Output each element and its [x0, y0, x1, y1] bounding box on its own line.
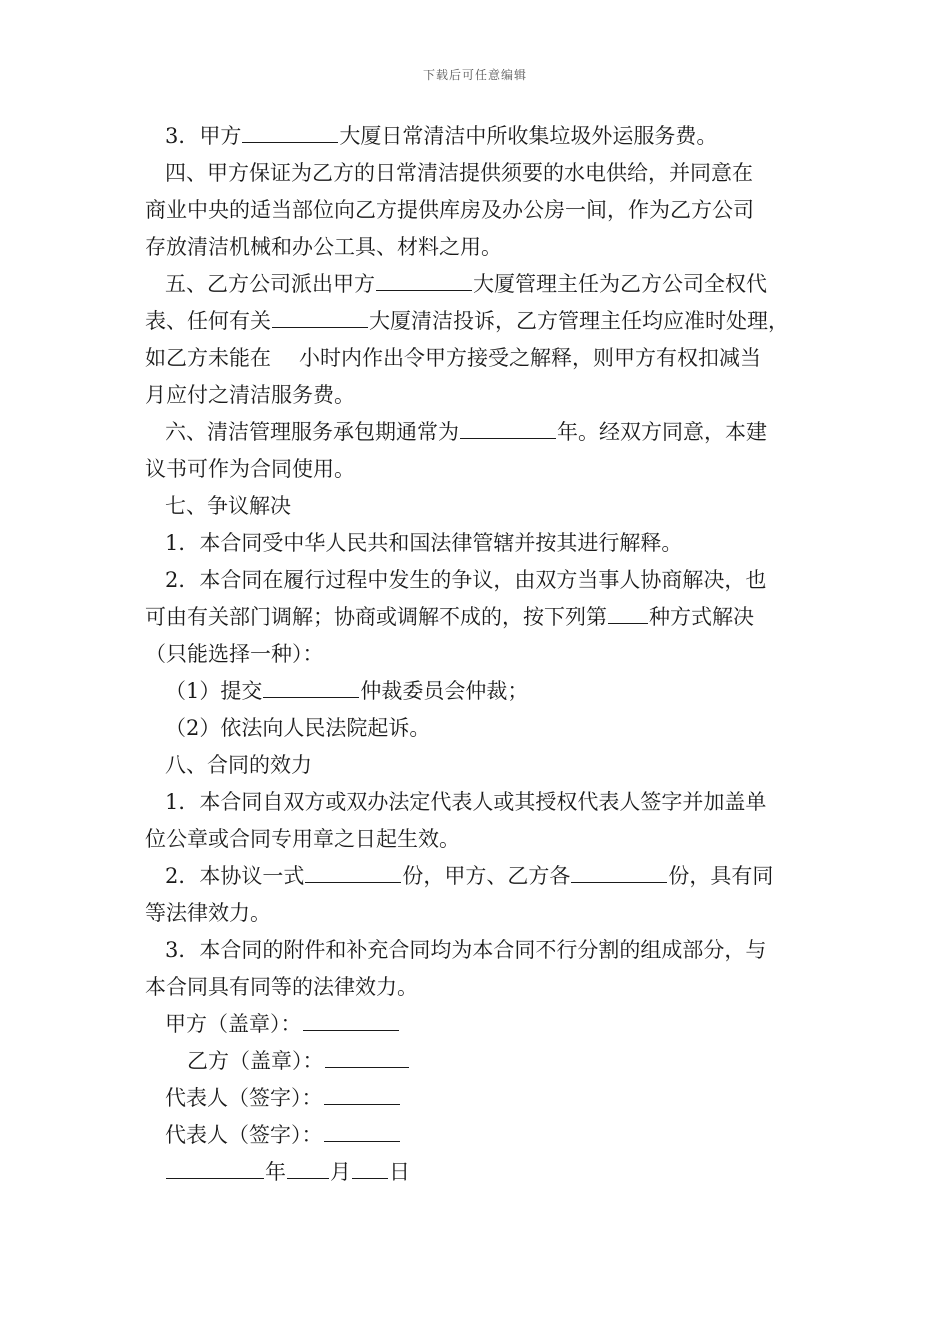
section-5-line-3: 如乙方未能在 小时内作出令甲方接受之解释，则甲方有权扣减当 — [145, 346, 761, 370]
signature-representative-1: 代表人（签字）： — [145, 1080, 815, 1117]
section-5-line-1: 五、乙方公司派出甲方 大厦管理主任为乙方公司全权代 — [145, 266, 815, 303]
section-7-item-2-line-1: 2．本合同在履行过程中发生的争议，由双方当事人协商解决，也 — [165, 568, 767, 592]
signature-party-b: 乙方（盖章）： — [145, 1043, 815, 1080]
section-7-item-1: 1．本合同受中华人民共和国法律管辖并按其进行解释。 — [165, 531, 683, 555]
signature-party-a: 甲方（盖章）： — [145, 1006, 815, 1043]
date-year-blank[interactable] — [166, 1156, 264, 1179]
signature-blank[interactable] — [324, 1082, 400, 1105]
section-4-line-3: 存放清洁机械和办公工具、材料之用。 — [145, 235, 502, 259]
blank-field[interactable] — [263, 675, 359, 698]
blank-field[interactable] — [305, 860, 401, 883]
page-header-note: 下载后可任意编辑 — [422, 68, 527, 82]
section-6-line-2: 议书可作为合同使用。 — [145, 457, 355, 481]
blank-field[interactable] — [376, 268, 472, 291]
section-7-item-2-line-2: 可由有关部门调解；协商或调解不成的，按下列第 种方式解决 — [145, 599, 815, 636]
date-day-blank[interactable] — [352, 1156, 388, 1179]
signature-blank[interactable] — [303, 1008, 399, 1031]
section-8-item-2-line-1: 2．本协议一式 份，甲方、乙方各 份，具有同 — [145, 858, 815, 895]
blank-field[interactable] — [571, 860, 667, 883]
date-month-blank[interactable] — [287, 1156, 329, 1179]
clause-3-fee: 3．甲方 大厦日常清洁中所收集垃圾外运服务费。 — [145, 118, 815, 155]
contract-body — [145, 118, 815, 1191]
section-8-item-3-line-2: 本合同具有同等的法律效力。 — [145, 975, 418, 999]
section-6-line-1: 六、清洁管理服务承包期通常为 年。经双方同意，本建 — [145, 414, 815, 451]
section-7-title: 七、争议解决 — [165, 494, 291, 518]
section-8-item-1-line-2: 位公章或合同专用章之日起生效。 — [145, 827, 460, 851]
section-4-line-1: 四、甲方保证为乙方的日常清洁提供须要的水电供给，并同意在 — [165, 161, 753, 185]
signature-blank[interactable] — [325, 1045, 409, 1068]
blank-field[interactable] — [272, 305, 368, 328]
section-8-item-3-line-1: 3．本合同的附件和补充合同均为本合同不行分割的组成部分，与 — [165, 938, 767, 962]
section-8-item-2-line-2: 等法律效力。 — [145, 901, 271, 925]
section-8-title: 八、合同的效力 — [165, 753, 312, 777]
blank-field[interactable] — [608, 601, 648, 624]
section-4-line-2: 商业中央的适当部位向乙方提供库房及办公房一间，作为乙方公司 — [145, 198, 754, 222]
signature-blank[interactable] — [324, 1119, 400, 1142]
blank-field[interactable] — [460, 416, 556, 439]
section-7-item-2-line-3: （只能选择一种）： — [145, 642, 324, 666]
blank-field[interactable] — [242, 120, 338, 143]
section-7-option-1: （1）提交 仲裁委员会仲裁； — [145, 673, 815, 710]
section-7-option-2: （2）依法向人民法院起诉。 — [165, 716, 431, 740]
section-5-line-2: 表、任何有关 大厦清洁投诉，乙方管理主任均应准时处理， — [145, 303, 815, 340]
signature-representative-2: 代表人（签字）： — [145, 1117, 815, 1154]
section-5-line-4: 月应付之清洁服务费。 — [145, 383, 355, 407]
signature-date: 年 月 日 — [145, 1154, 815, 1191]
section-8-item-1-line-1: 1．本合同自双方或双办法定代表人或其授权代表人签字并加盖单 — [165, 790, 767, 814]
